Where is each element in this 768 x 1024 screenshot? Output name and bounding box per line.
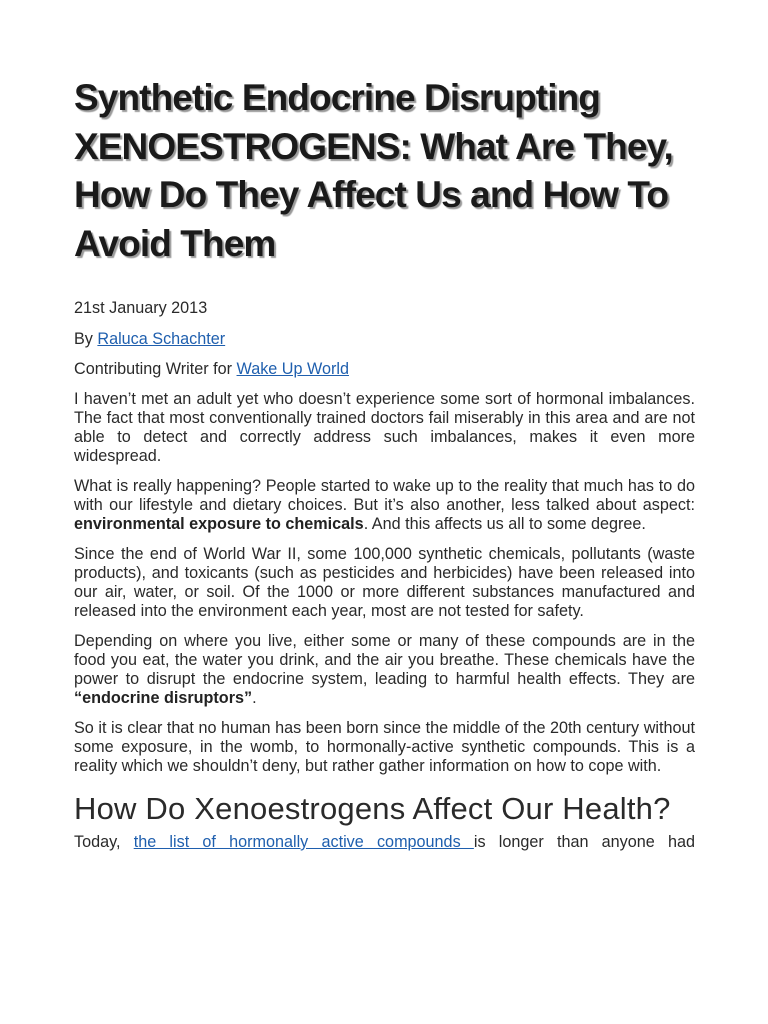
paragraph-1: I haven’t met an adult yet who doesn’t experience some sort of hormonal imbalances. The fact that most conventionally trained doctors fail miserably in this area and are not able to detect and correctly address such imbalances, makes it even more widespread. (74, 390, 695, 465)
article-title: Synthetic Endocrine Disrupting XENOESTROGENS: What Are They, How Do They Affect Us and How To Avoid Them (74, 77, 673, 264)
section-heading: How Do Xenoestrogens Affect Our Health? (74, 791, 671, 826)
publication-link[interactable]: Wake Up World (236, 360, 349, 378)
paragraph-2-text-b: . And this affects us all to some degree. (363, 515, 646, 533)
article (74, 74, 695, 852)
paragraph-3: Since the end of World War II, some 100,000 synthetic chemicals, pollutants (waste products), and toxicants (such as pesticides and herbicides) have been released into our air, water, or soil. Of the 1000 or more different substances manufactured and released into the environment each year, most are not tested for safety. (74, 545, 695, 620)
byline (74, 329, 695, 349)
byline-prefix: By (74, 330, 98, 348)
paragraph-4-text-b: . (252, 689, 257, 707)
contributor-line (74, 359, 695, 379)
paragraph-2 (74, 477, 695, 534)
author-link[interactable]: Raluca Schachter (97, 330, 226, 348)
paragraph-6-text-b: is longer than anyone had (473, 833, 695, 851)
paragraph-6-text-a: Today, (74, 833, 134, 851)
paragraph-4 (74, 632, 695, 708)
paragraph-5: So it is clear that no human has been born since the middle of the 20th century without some exposure, in the womb, to hormonally-active synthetic compounds. This is a reality which we shouldn’t deny, but rather gather information on how to cope with. (74, 719, 695, 775)
paragraph-4-text-a: Depending on where you live, either some or many of these compounds are in the food you eat, the water you drink, and the air you breathe. These chemicals have the power to disrupt the endocrine system, leading to harmful health effects. They are (74, 632, 695, 688)
paragraph-2-emphasis: environmental exposure to chemicals (74, 515, 364, 533)
publish-date: 21st January 2013 (74, 299, 208, 317)
hormonal-compounds-link[interactable]: the list of hormonally active compounds (133, 833, 474, 851)
paragraph-4-emphasis: “endocrine disruptors” (74, 689, 253, 707)
contributor-prefix: Contributing Writer for (74, 360, 237, 378)
paragraph-2-text-a: What is really happening? People started to wake up to the reality that much has to do with our lifestyle and dietary choices. But it’s also another, less talked about aspect: (74, 477, 695, 514)
paragraph-6 (74, 833, 695, 852)
